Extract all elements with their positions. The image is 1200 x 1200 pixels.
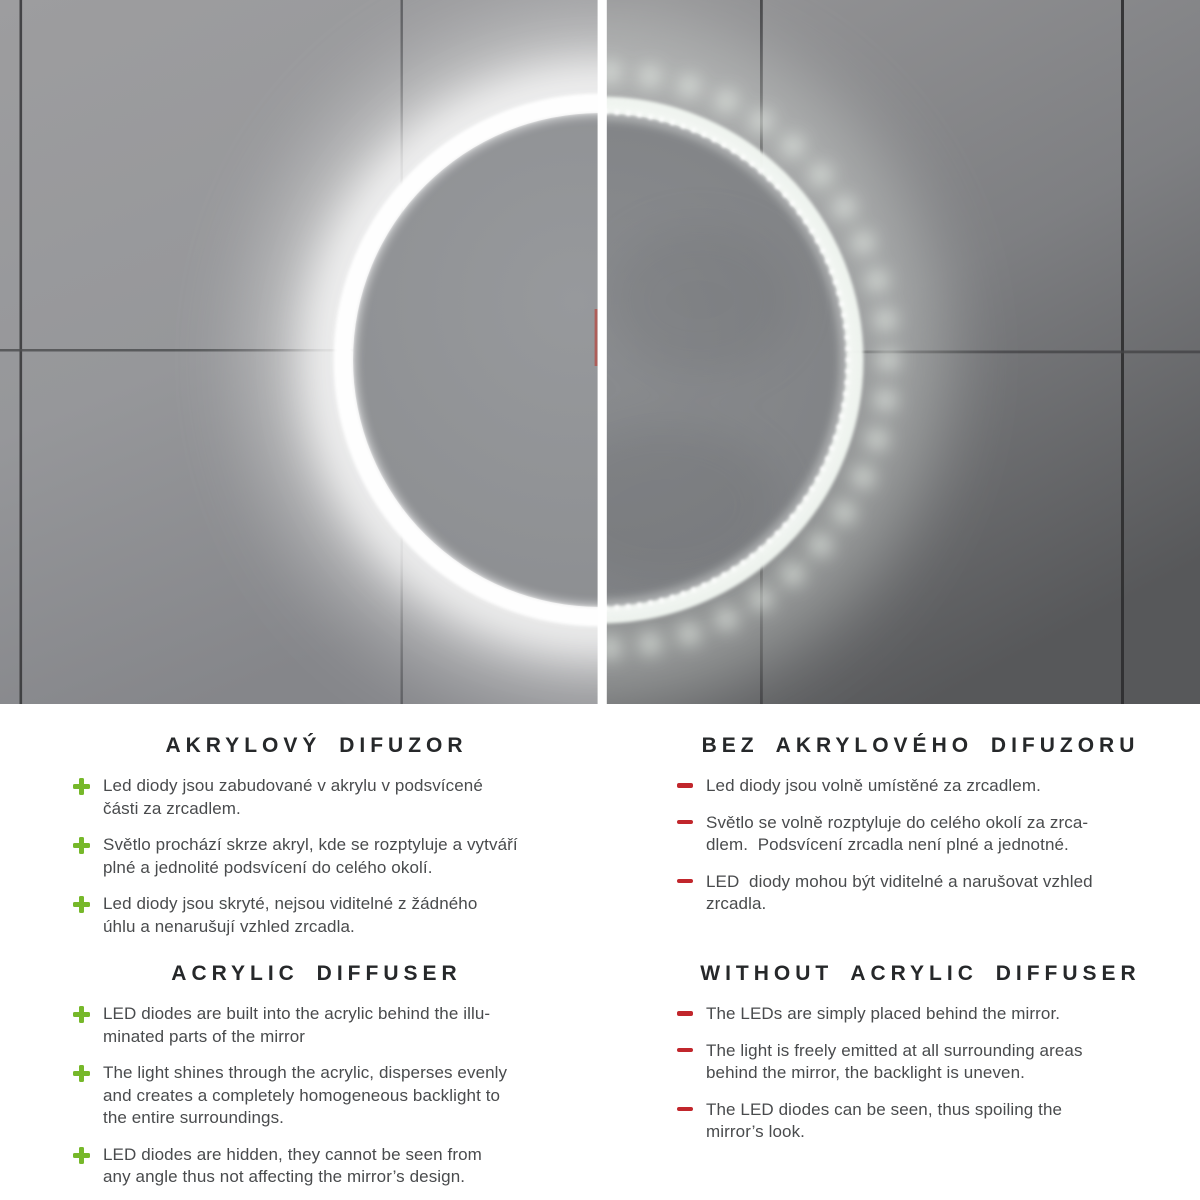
bullet-item xyxy=(677,1003,1164,1026)
bullet-text: Světlo prochází skrze akryl, kde se rozptyluje a vytváří plné a jednolité podsvícení do celého okolí. xyxy=(103,835,518,877)
bullet-text: Led diody jsou volně umístěné za zrcadlem. xyxy=(706,776,1041,795)
bullet-item xyxy=(677,812,1164,857)
bullet-item xyxy=(73,1062,560,1130)
red-marker-line xyxy=(595,309,598,366)
plus-icon xyxy=(73,1065,90,1082)
section-title: WITHOUT ACRYLIC DIFFUSER xyxy=(700,962,1141,986)
section-akrylovy-difuzor xyxy=(0,734,600,949)
bullet-text: LED diodes are built into the acrylic behind the illu- minated parts of the mirror xyxy=(103,1004,491,1046)
section-title: AKRYLOVÝ DIFUZOR xyxy=(165,734,468,757)
section-acrylic-diffuser xyxy=(0,962,600,1200)
bullet-text: The LED diodes can be seen, thus spoiling the mirror’s look. xyxy=(706,1099,1063,1142)
feature-comparison xyxy=(0,704,1200,1200)
bullet-text: LED diody mohou být viditelné a narušovat vzhled zrcadla. xyxy=(706,871,1093,913)
minus-icon xyxy=(677,1011,693,1016)
minus-icon xyxy=(677,820,693,825)
section-title: BEZ AKRYLOVÉHO DIFUZORU xyxy=(701,734,1140,757)
plus-icon xyxy=(73,896,90,913)
bullet-item xyxy=(73,1144,560,1189)
minus-icon xyxy=(677,1048,693,1053)
bullet-text: The LEDs are simply placed behind the mirror. xyxy=(706,1004,1061,1024)
bullet-item xyxy=(677,1040,1164,1085)
section-bez-akryloveho-difuzoru xyxy=(600,734,1200,949)
plus-icon xyxy=(73,837,90,854)
bullet-item xyxy=(73,1003,560,1048)
minus-icon xyxy=(677,783,693,788)
section-title: ACRYLIC DIFFUSER xyxy=(171,962,462,986)
split-divider xyxy=(598,0,607,704)
bullet-item xyxy=(73,775,560,820)
bullet-item xyxy=(73,893,560,938)
plus-icon xyxy=(73,778,90,795)
section-without-acrylic-diffuser xyxy=(600,962,1200,1200)
bullet-text: The light is freely emitted at all surrounding areas behind the mirror, the backlight is uneven. xyxy=(706,1040,1083,1083)
bullet-text: The light shines through the acrylic, disperses evenly and creates a completely homogeneous backlight to the entire surroundings. xyxy=(103,1063,508,1128)
minus-icon xyxy=(677,1107,693,1112)
bullet-item xyxy=(73,834,560,879)
plus-icon xyxy=(73,1006,90,1023)
bullet-item xyxy=(677,775,1164,798)
bullet-text: LED diodes are hidden, they cannot be seen from any angle thus not affecting the mirror’s design. xyxy=(103,1144,482,1187)
minus-icon xyxy=(677,879,693,884)
bullet-item xyxy=(677,871,1164,916)
bullet-text: Led diody jsou zabudované v akrylu v podsvícené části za zrcadlem. xyxy=(103,776,483,818)
plus-icon xyxy=(73,1147,90,1164)
bullet-item xyxy=(677,1099,1164,1144)
bullet-text: Led diody jsou skryté, nejsou viditelné z žádného úhlu a nenarušují vzhled zrcadla. xyxy=(103,894,478,936)
bullet-text: Světlo se volně rozptyluje do celého okolí za zrca- dlem. Podsvícení zrcadla není plné a jednotné. xyxy=(706,812,1089,854)
